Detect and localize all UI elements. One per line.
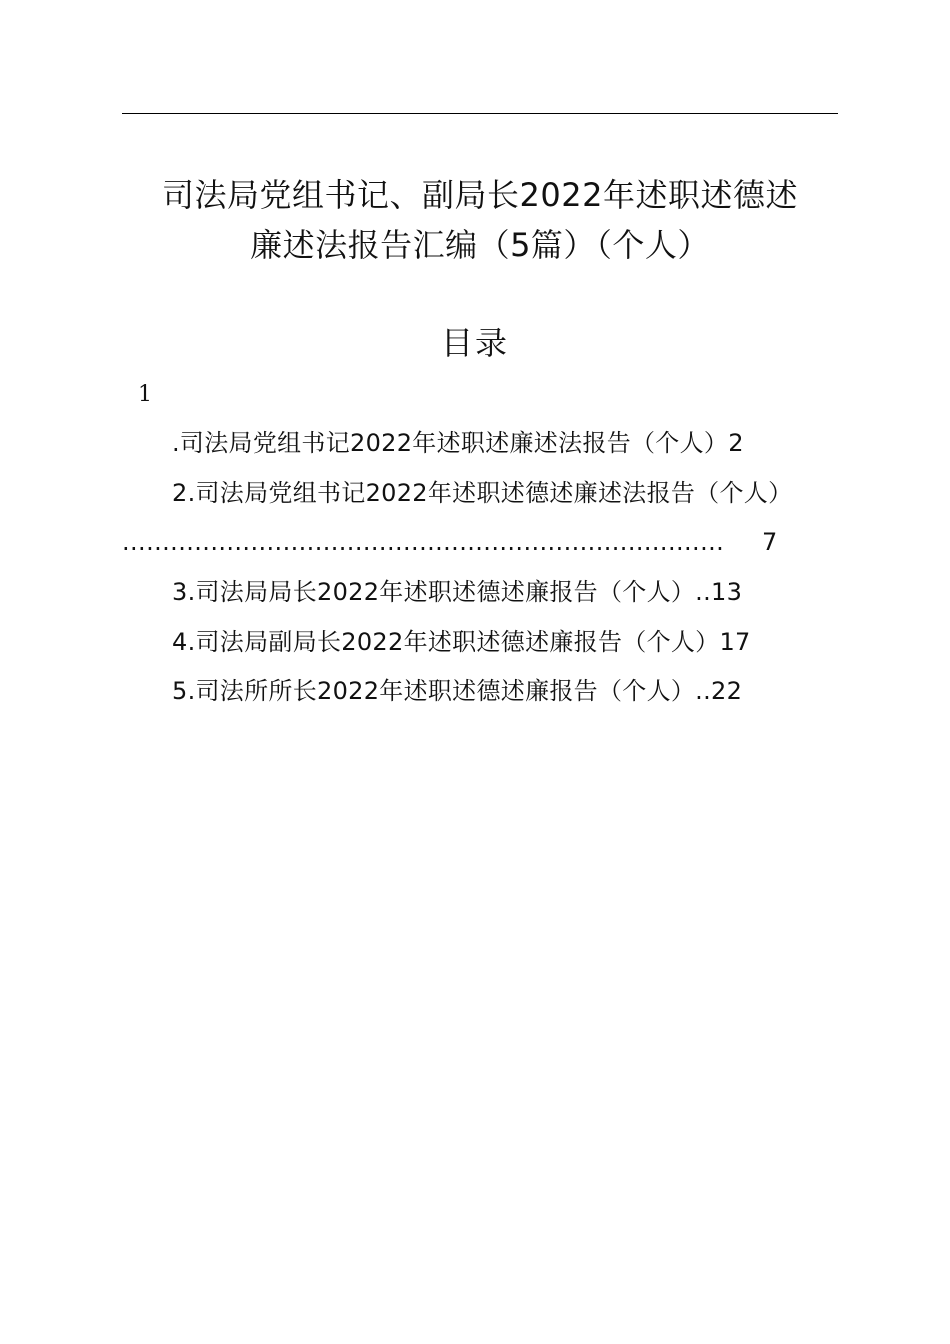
toc-heading: 目录 — [440, 324, 509, 362]
title-line-2: 廉述法报告汇编（5篇）（个人） — [250, 226, 710, 264]
toc-entry-2-leader[interactable] — [122, 526, 787, 558]
document-title — [100, 170, 860, 270]
toc-orphan-number: 1 — [138, 382, 152, 407]
toc-entry-2[interactable]: 2.司法局党组书记2022年述职述德述廉述法报告（个人） — [172, 479, 793, 507]
toc-leader-dots: ........................................................................... — [122, 528, 725, 556]
toc-entry-3[interactable]: 3.司法局局长2022年述职述德述廉报告（个人）..13 — [172, 578, 743, 606]
toc-entry-5[interactable]: 5.司法所所长2022年述职述德述廉报告（个人）..22 — [172, 677, 743, 705]
toc-entry-2-page: 7 — [762, 528, 778, 556]
toc-entry-4[interactable]: 4.司法局副局长2022年述职述德述廉报告（个人）17 — [172, 628, 751, 656]
title-line-1: 司法局党组书记、副局长2022年述职述德述 — [162, 176, 798, 214]
toc-entry-1[interactable]: .司法局党组书记2022年述职述廉述法报告（个人）2 — [172, 429, 744, 457]
header-rule — [122, 113, 838, 114]
